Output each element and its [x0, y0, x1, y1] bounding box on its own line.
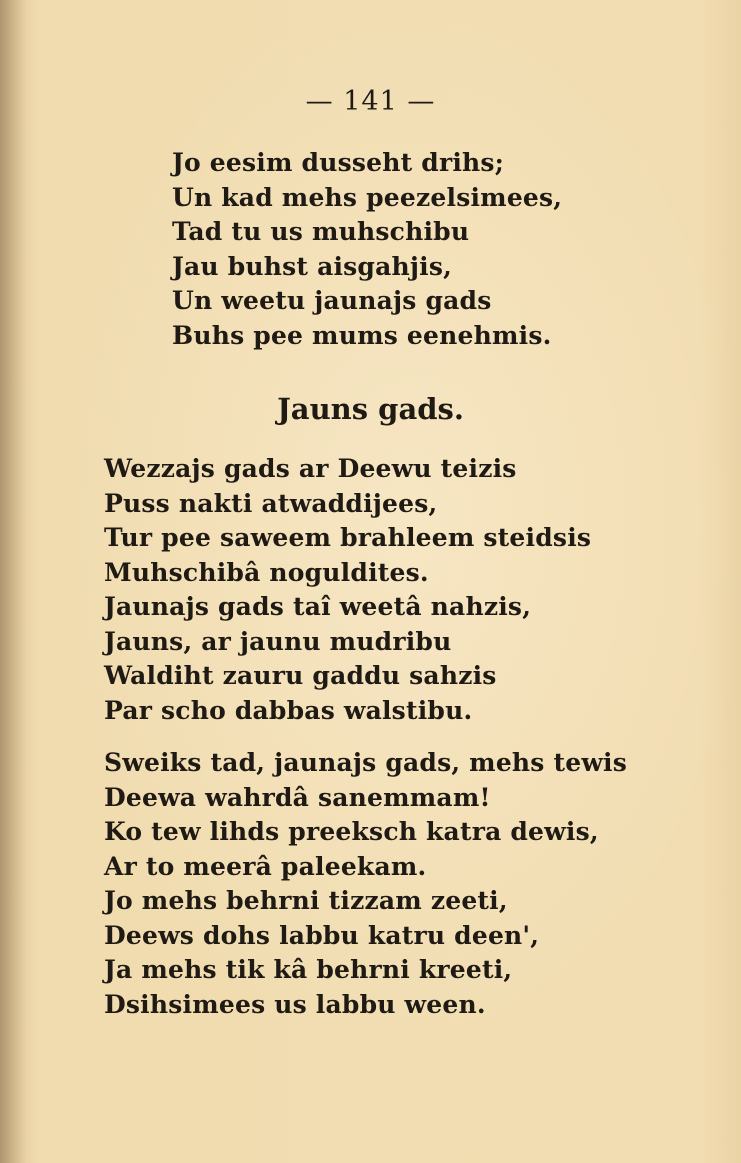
poem-line: Puss nakti atwaddijees,: [104, 488, 438, 518]
poem-line: Waldiht zauru gaddu sahzis: [104, 661, 497, 690]
poem-line: Par scho dabbas walstibu.: [104, 695, 473, 725]
poem-line: Un weetu jaunajs gads: [172, 286, 492, 315]
poem-line: Buhs pee mums eenehmis.: [172, 320, 552, 350]
poem-line: Jo mehs behrni tizzam zeeti,: [104, 886, 508, 915]
poem-stanza-3: [104, 746, 627, 1022]
poem-line: Ko tew lihds preeksch katra dewis,: [104, 817, 599, 846]
poem-line: Jaunajs gads taî weetâ nahzis,: [104, 592, 532, 621]
poem-title: Jauns gads.: [277, 392, 464, 426]
poem-line: Jo eesim dusseht drihs;: [172, 148, 505, 177]
poem-line: Ar to meerâ paleekam.: [104, 851, 427, 881]
poem-line: Ja mehs tik kâ behrni kreeti,: [104, 955, 513, 984]
poem-line: Un kad mehs peezelsimees,: [172, 182, 563, 212]
page-gutter-shadow: [0, 0, 26, 1163]
poem-line: Sweiks tad, jaunajs gads, mehs tewis: [104, 748, 628, 777]
page-number: — 141 —: [305, 86, 436, 117]
poem-line: Wezzajs gads ar Deewu teizis: [104, 454, 517, 483]
poem-line: Deewa wahrdâ sanemmam!: [104, 782, 491, 812]
poem-stanza-1: [172, 146, 562, 353]
poem-line: Tad tu us muhschibu: [172, 217, 470, 246]
poem-stanza-2: [104, 452, 591, 728]
poem-line: Tur pee saweem brahleem steidsis: [104, 523, 592, 552]
poem-line: Dsihsimees us labbu ween.: [104, 989, 486, 1019]
poem-line: Jau buhst aisgahjis,: [172, 251, 453, 281]
poem-line: Deews dohs labbu katru deen',: [104, 920, 540, 950]
poem-line: Muhschibâ noguldites.: [104, 557, 429, 587]
poem-line: Jauns, ar jaunu mudribu: [104, 626, 452, 656]
